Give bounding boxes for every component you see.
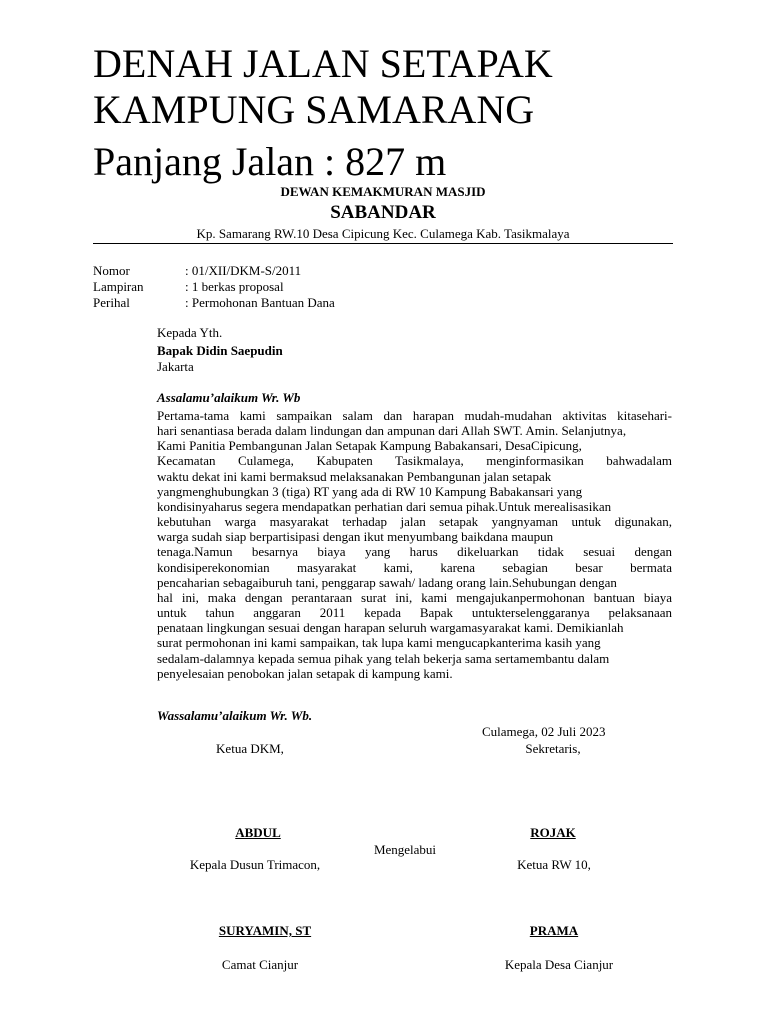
body-line: kebutuhan warga masyarakat terhadap jalan setapak yangnyaman untuk digunakan, <box>157 514 672 530</box>
meta-value-nomor: : 01/XII/DKM-S/2011 <box>185 263 302 278</box>
meta-label-nomor: Nomor <box>93 263 130 278</box>
recipient-name: Bapak Didin Saepudin <box>157 343 283 358</box>
title-line-1: DENAH JALAN SETAPAK <box>93 41 553 86</box>
meta-value-lampiran: : 1 berkas proposal <box>185 279 284 294</box>
letterhead-divider <box>93 243 673 244</box>
body-line: Kecamatan Culamega, Kabupaten Tasikmalaya, menginformasikan bahwadalam <box>157 453 672 469</box>
body-line: kondisiperekonomian masyarakat kami, karena sebagian besar bermata <box>157 559 672 575</box>
body-line: yangmenghubungkan 3 (tiga) RT yang ada di RW 10 Kampung Babakansari yang <box>157 483 583 499</box>
kadus-name: SURYAMIN, ST <box>218 923 312 938</box>
letterhead-name: SABANDAR <box>330 202 436 223</box>
recipient-greeting: Kepada Yth. <box>157 325 223 340</box>
title-line-2: KAMPUNG SAMARANG <box>93 87 535 132</box>
place-date: Culamega, 02 Juli 2023 <box>482 724 606 739</box>
body-line: warga sudah siap berpartisipasi dengan ikut menyumbang baikdana maupun <box>157 529 554 545</box>
recipient-city: Jakarta <box>157 359 194 374</box>
body-line: sedalam-dalamnya kepada semua pihak yang telah bekerja sama sertamembantu dalam <box>157 650 610 666</box>
body-line: Pertama-tama kami sampaikan salam dan harapan mudah-mudahan aktivitas kitasehari- <box>157 408 672 423</box>
letterhead-org: DEWAN KEMAKMURAN MASJID <box>280 184 486 199</box>
kadus-title: Kepala Dusun Trimacon, <box>189 857 321 872</box>
body-line: kondisinyaharus segera mendapatkan perhatian dari semua pihak.Untuk merealisasikan <box>157 498 612 514</box>
ketua-dkm-name: ABDUL <box>235 825 281 840</box>
letter-body <box>157 408 672 681</box>
body-line: pencaharian sebagaiburuh tani, penggarap sawah/ ladang orang lain.Sehubungan dengan <box>157 574 617 590</box>
letterhead-address: Kp. Samarang RW.10 Desa Cipicung Kec. Culamega Kab. Tasikmalaya <box>196 226 570 241</box>
body-line: hal ini, maka dengan perantaraan surat ini, kami mengajukanpermohonan bantuan biaya <box>157 589 672 605</box>
meta-label-perihal: Perihal <box>93 295 130 310</box>
salutation: Assalamu’alaikum Wr. Wb <box>157 390 301 405</box>
camat-title: Camat Cianjur <box>221 957 299 972</box>
closing: Wassalamu’alaikum Wr. Wb. <box>157 708 313 723</box>
sekretaris-name: ROJAK <box>530 825 576 840</box>
ketua-dkm-title: Ketua DKM, <box>216 741 284 756</box>
title-line-3: Panjang Jalan : 827 m <box>93 139 447 184</box>
rw-title: Ketua RW 10, <box>517 857 591 872</box>
sekretaris-title: Sekretaris, <box>525 741 581 756</box>
rw-name: PRAMA <box>529 923 579 938</box>
body-line: penataan lingkungan sesuai dengan harapan seluruh wargamasyarakat kami. Demikianlah <box>157 620 624 636</box>
body-line: tenaga.Namun besarnya biaya yang harus dikeluarkan tidak sesuai dengan <box>157 544 672 560</box>
mengetahui-label: Mengelabui <box>373 842 437 857</box>
meta-value-perihal: : Permohonan Bantuan Dana <box>185 295 335 310</box>
body-line: penyelesaian penobokan jalan setapak di kampung kami. <box>157 665 453 681</box>
body-line: Kami Panitia Pembangunan Jalan Setapak Kampung Babakansari, DesaCipicung, <box>157 438 582 454</box>
body-line: untuk tahun anggaran 2011 kepada Bapak untukterselenggaranya pelaksanaan <box>157 605 672 621</box>
kades-title: Kepala Desa Cianjur <box>504 957 614 972</box>
meta-label-lampiran: Lampiran <box>93 279 144 294</box>
body-line: surat permohonan ini kami sampaikan, tak lupa kami mengucapkanterima kasih yang <box>157 635 601 651</box>
body-line: hari senantiasa berada dalam lindungan dan ampunan dari Allah SWT. Amin. Selanjutnya, <box>157 423 627 439</box>
body-line: waktu dekat ini kami bermaksud melaksanakan Pembangunan jalan setapak <box>157 468 552 484</box>
